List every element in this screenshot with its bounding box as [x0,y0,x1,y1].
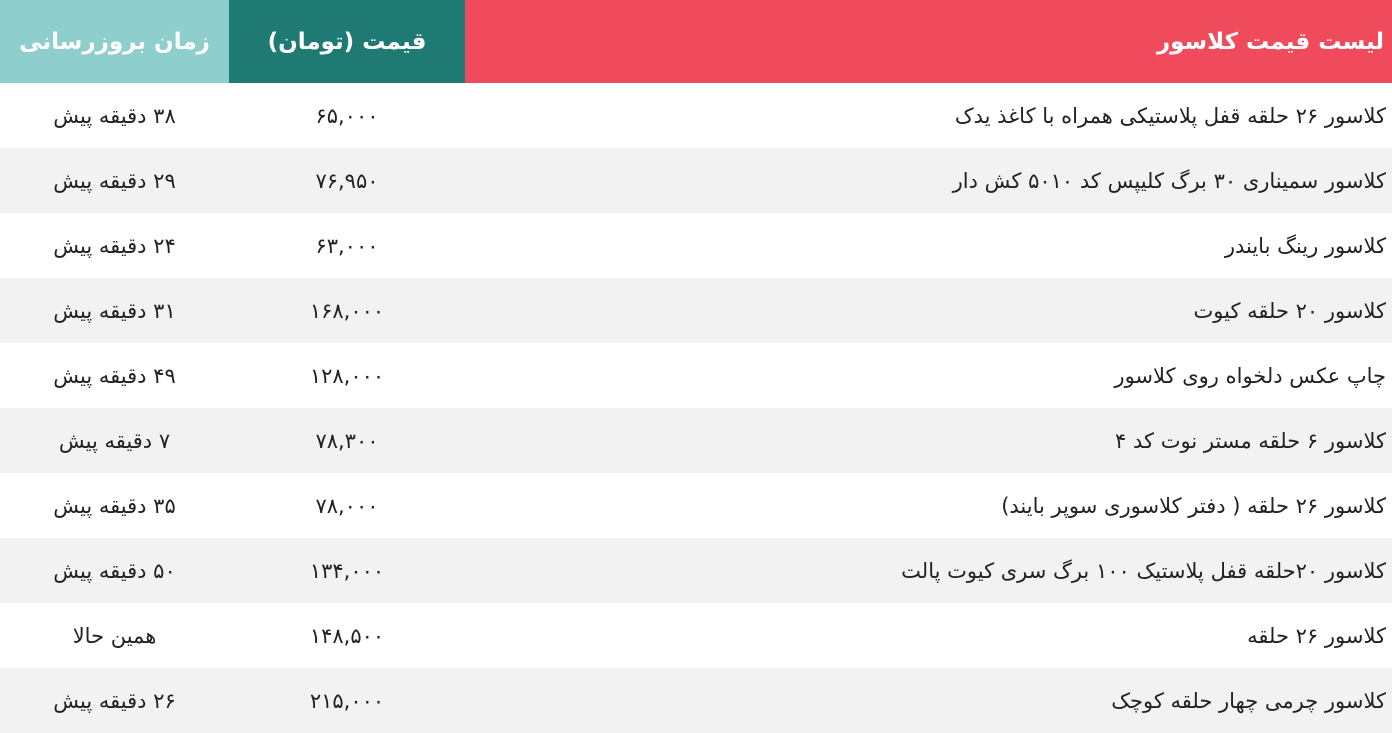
product-name-cell: کلاسور ۲۶ حلقه قفل پلاستیکی همراه با کاغذ یدک [465,83,1392,148]
price-cell: ۶۳,۰۰۰ [229,213,465,278]
table-header-row [0,0,1392,83]
table-row [0,668,1392,733]
update-time-cell: همین حالا [0,603,229,668]
update-time-cell: ۲۹ دقیقه پیش [0,148,229,213]
product-name-cell: کلاسور ۲۶ حلقه ( دفتر کلاسوری سوپر بایند) [465,473,1392,538]
product-name-cell: کلاسور ۲۰ حلقه کیوت [465,278,1392,343]
price-cell: ۱۲۸,۰۰۰ [229,343,465,408]
price-cell: ۷۸,۰۰۰ [229,473,465,538]
table-row [0,83,1392,148]
update-time-column-header: زمان بروزرسانی [0,0,229,83]
update-time-cell: ۳۸ دقیقه پیش [0,83,229,148]
update-time-cell: ۲۴ دقیقه پیش [0,213,229,278]
update-time-cell: ۷ دقیقه پیش [0,408,229,473]
table-title-header: لیست قیمت کلاسور [465,0,1392,83]
product-name-cell: کلاسور ۲۶ حلقه [465,603,1392,668]
price-cell: ۷۶,۹۵۰ [229,148,465,213]
table-row [0,343,1392,408]
price-cell: ۱۳۴,۰۰۰ [229,538,465,603]
update-time-cell: ۲۶ دقیقه پیش [0,668,229,733]
update-time-cell: ۳۵ دقیقه پیش [0,473,229,538]
table-row [0,538,1392,603]
update-time-cell: ۳۱ دقیقه پیش [0,278,229,343]
product-name-cell: کلاسور چرمی چهار حلقه کوچک [465,668,1392,733]
table-row [0,213,1392,278]
price-cell: ۲۱۵,۰۰۰ [229,668,465,733]
table-row [0,603,1392,668]
table-row [0,278,1392,343]
product-name-cell: کلاسور ۶ حلقه مستر نوت کد ۴ [465,408,1392,473]
price-cell: ۱۶۸,۰۰۰ [229,278,465,343]
table-row [0,408,1392,473]
product-name-cell: کلاسور رینگ بایندر [465,213,1392,278]
product-name-cell: کلاسور سمیناری ۳۰ برگ کلیپس کد ۵۰۱۰ کش دار [465,148,1392,213]
price-column-header: قیمت (تومان) [229,0,465,83]
price-cell: ۱۴۸,۵۰۰ [229,603,465,668]
price-cell: ۷۸,۳۰۰ [229,408,465,473]
price-cell: ۶۵,۰۰۰ [229,83,465,148]
update-time-cell: ۵۰ دقیقه پیش [0,538,229,603]
table-row [0,148,1392,213]
product-name-cell: چاپ عکس دلخواه روی کلاسور [465,343,1392,408]
table-row [0,473,1392,538]
product-name-cell: کلاسور ۲۰حلقه قفل پلاستیک ۱۰۰ برگ سری کیوت پالت [465,538,1392,603]
update-time-cell: ۴۹ دقیقه پیش [0,343,229,408]
